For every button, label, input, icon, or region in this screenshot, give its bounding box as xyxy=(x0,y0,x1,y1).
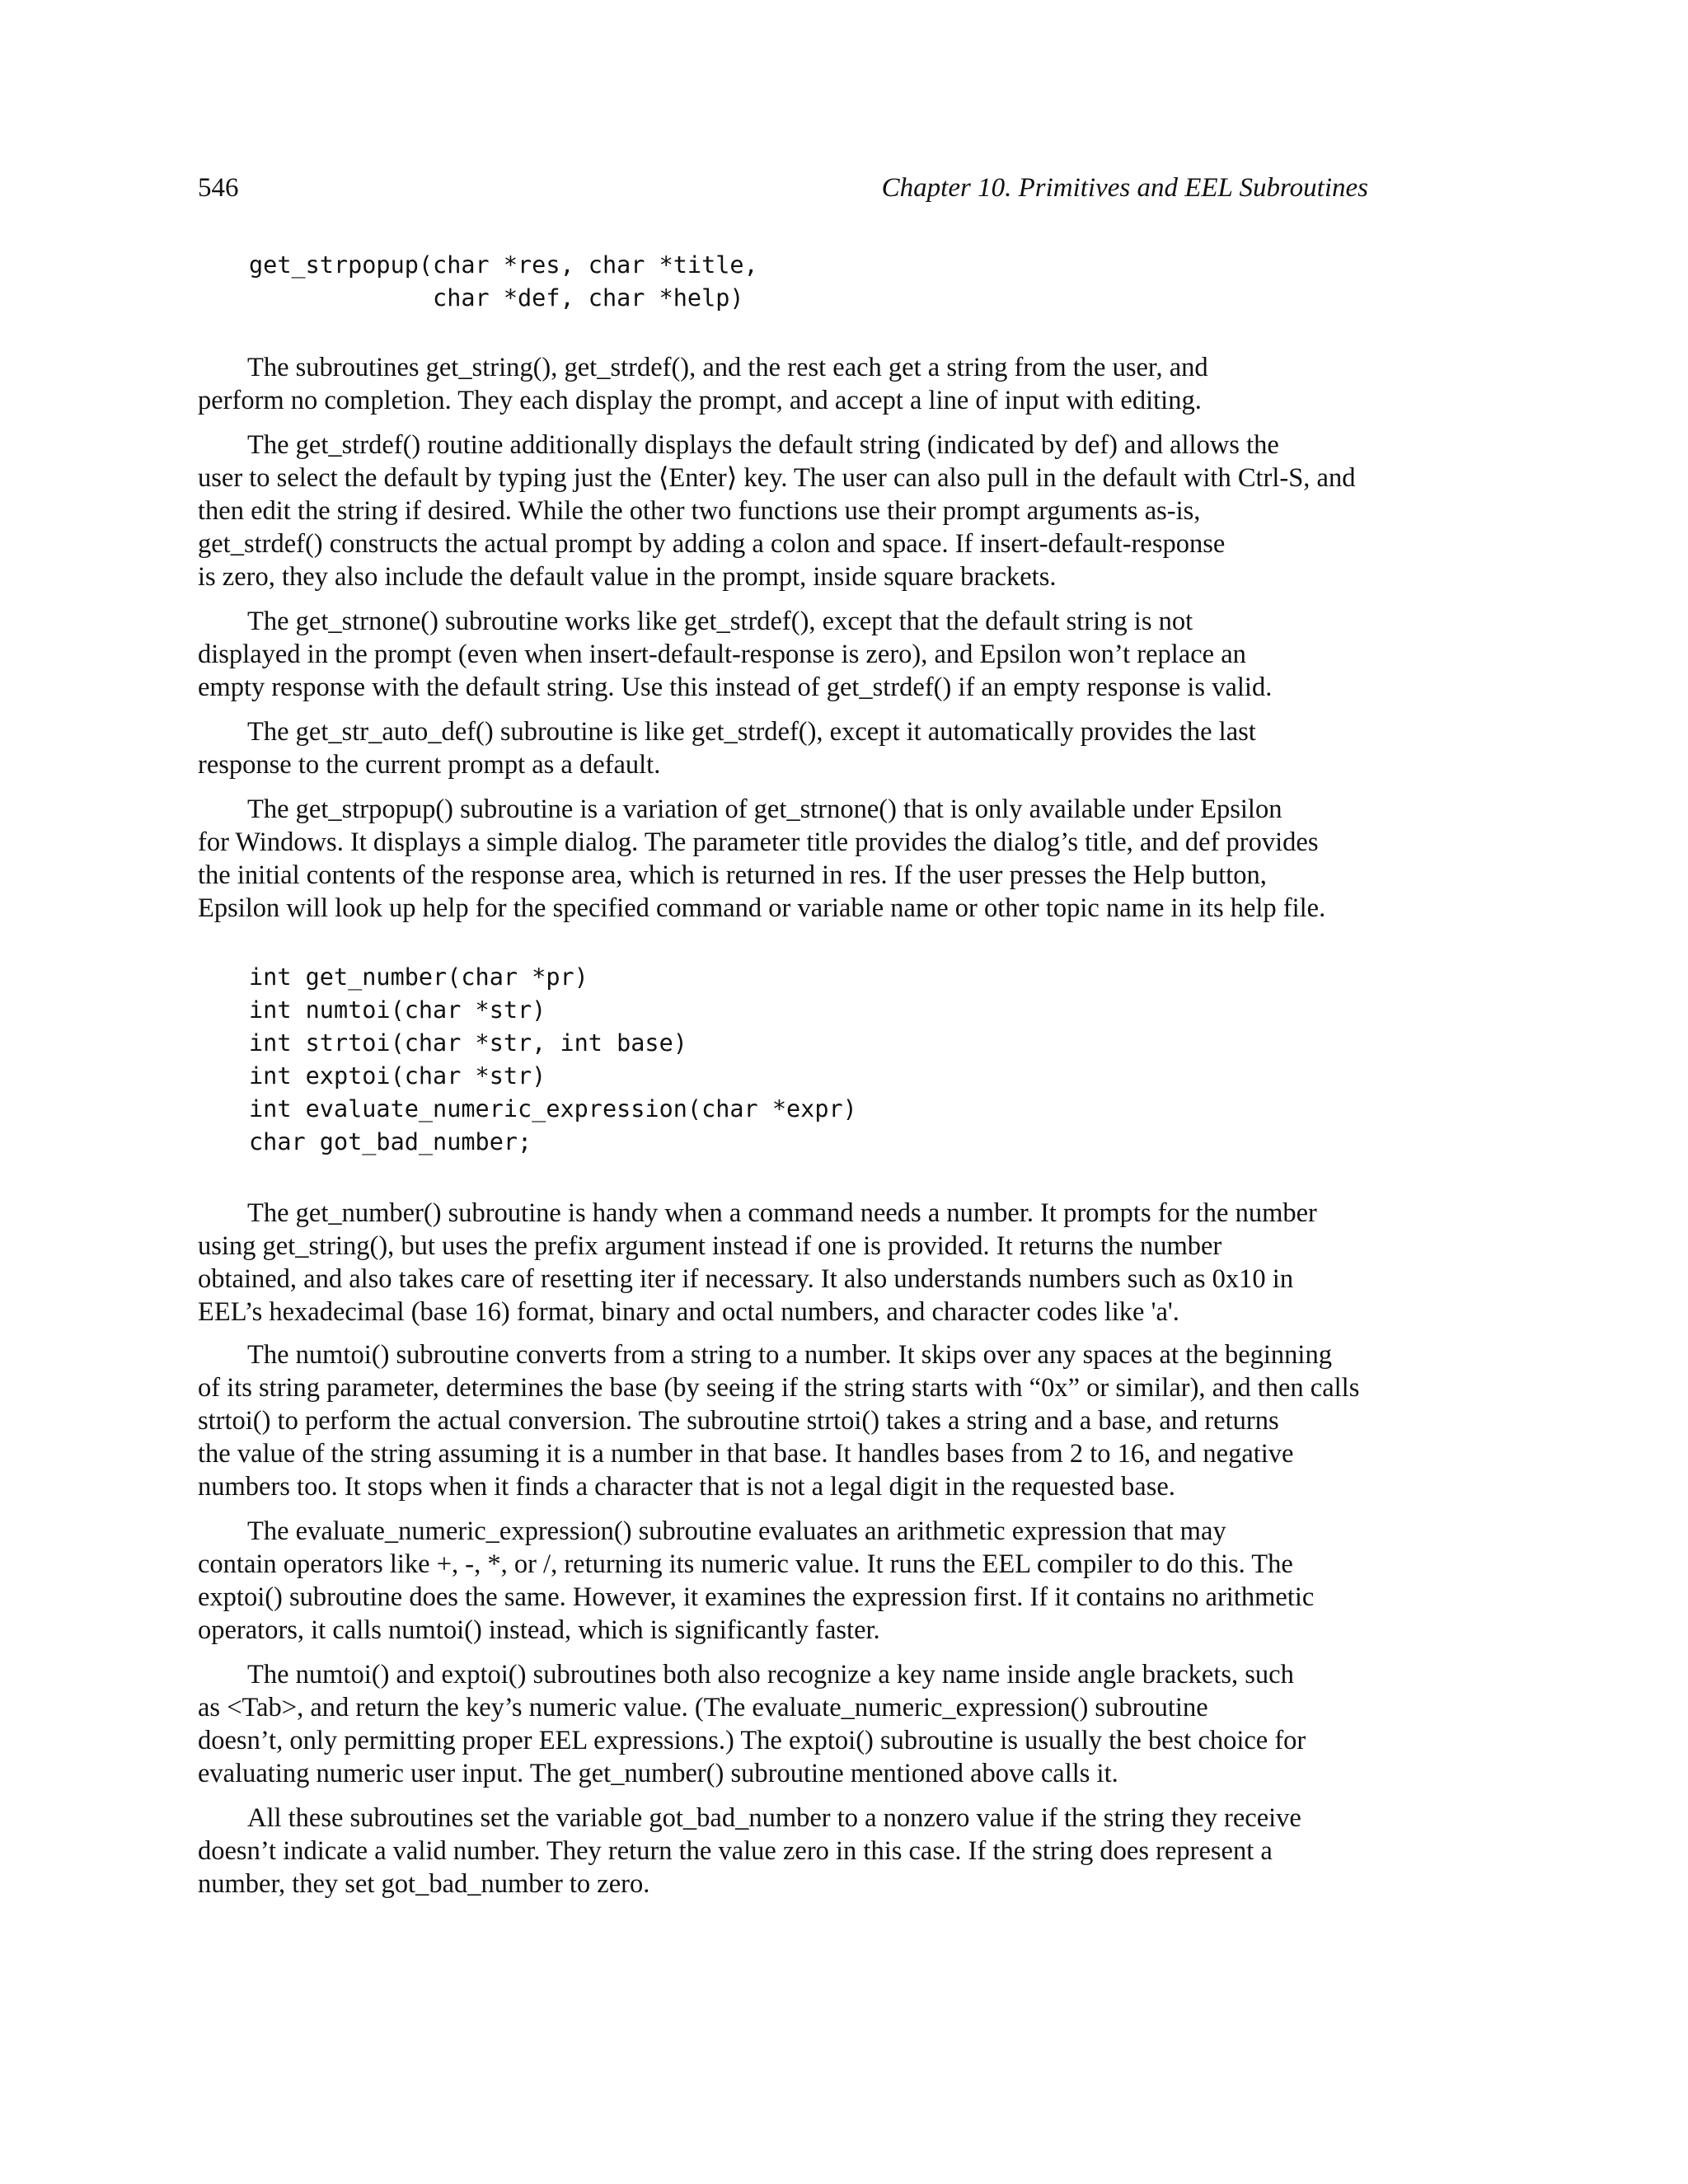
paragraph-get-strdef xyxy=(198,429,1368,593)
paragraph-got-bad-number xyxy=(198,1802,1368,1900)
text-line: The numtoi() and exptoi() subroutines both also recognize a key name inside angle brackets, such xyxy=(247,1660,1294,1690)
code-line: get_strpopup(char *res, char *title, xyxy=(249,251,758,279)
paragraph-get-strnone xyxy=(198,605,1368,704)
chapter-title: Chapter 10. Primitives and EEL Subroutines xyxy=(881,173,1368,203)
code-line: char got_bad_number; xyxy=(249,1128,532,1155)
text-line: displayed in the prompt (even when insert-default-response is zero), and Epsilon won’t replace an xyxy=(198,640,1246,669)
text-line: The numtoi() subroutine converts from a string to a number. It skips over any spaces at the beginning xyxy=(247,1340,1332,1370)
text-line: get_strdef() constructs the actual prompt by adding a colon and space. If insert-default-response xyxy=(198,529,1226,559)
text-line: doesn’t, only permitting proper EEL expressions.) The exptoi() subroutine is usually the best choice for xyxy=(198,1726,1306,1755)
page-number: 546 xyxy=(198,173,239,203)
text-line: as <Tab>, and return the key’s numeric value. (The evaluate_numeric_expression() subroutine xyxy=(198,1693,1208,1722)
text-line: The subroutines get_string(), get_strdef(), and the rest each get a string from the user, and xyxy=(247,353,1208,382)
code-line: int evaluate_numeric_expression(char *expr) xyxy=(249,1095,857,1122)
text-line: The get_number() subroutine is handy when a command needs a number. It prompts for the number xyxy=(247,1198,1317,1228)
text-line: The get_strnone() subroutine works like get_strdef(), except that the default string is not xyxy=(247,607,1193,636)
text-line: the initial contents of the response area, which is returned in res. If the user presses the Help button, xyxy=(198,860,1267,890)
text-line: exptoi() subroutine does the same. However, it examines the expression first. If it contains no arithmetic xyxy=(198,1582,1315,1612)
text-line: The evaluate_numeric_expression() subroutine evaluates an arithmetic expression that may xyxy=(247,1516,1226,1546)
text-line: response to the current prompt as a default. xyxy=(198,750,661,780)
text-line: All these subroutines set the variable got_bad_number to a nonzero value if the string they receive xyxy=(247,1803,1301,1833)
text-line: doesn’t indicate a valid number. They return the value zero in this case. If the string does represent a xyxy=(198,1836,1273,1866)
text-line: for Windows. It displays a simple dialog. The parameter title provides the dialog’s title, and def provides xyxy=(198,827,1319,857)
code-line: int get_number(char *pr) xyxy=(249,963,588,991)
text-line: numbers too. It stops when it finds a character that is not a legal digit in the requested base. xyxy=(198,1472,1175,1502)
paragraph-get-string xyxy=(198,351,1368,417)
paragraph-get-strpopup xyxy=(198,793,1368,925)
text-line: EEL’s hexadecimal (base 16) format, binary and octal numbers, and character codes like 'a'. xyxy=(198,1297,1179,1327)
code-line: char *def, char *help) xyxy=(249,284,744,312)
text-line: perform no completion. They each display the prompt, and accept a line of input with editing. xyxy=(198,386,1202,415)
text-line: contain operators like +, -, *, or /, returning its numeric value. It runs the EEL compiler to do this. The xyxy=(198,1549,1293,1579)
text-line: user to select the default by typing just the ⟨Enter⟩ key. The user can also pull in the default with Ctrl-S, and xyxy=(198,463,1356,493)
text-line: The get_str_auto_def() subroutine is like get_strdef(), except it automatically provides the last xyxy=(247,717,1256,747)
running-header xyxy=(198,170,1368,206)
code-block-number-functions xyxy=(249,961,857,1159)
text-line: The get_strdef() routine additionally displays the default string (indicated by def) and allows the xyxy=(247,430,1279,460)
text-line: Epsilon will look up help for the specified command or variable name or other topic name in its help file. xyxy=(198,893,1326,923)
text-line: of its string parameter, determines the base (by seeing if the string starts with “0x” or similar), and then calls xyxy=(198,1373,1360,1403)
paragraph-get-str-auto-def xyxy=(198,715,1368,781)
text-line: obtained, and also takes care of resetting iter if necessary. It also understands numbers such as 0x10 in xyxy=(198,1264,1294,1294)
code-line: int strtoi(char *str, int base) xyxy=(249,1029,687,1057)
text-line: number, they set got_bad_number to zero. xyxy=(198,1869,650,1899)
paragraph-get-number xyxy=(198,1197,1368,1329)
code-line: int numtoi(char *str) xyxy=(249,996,546,1024)
code-line: int exptoi(char *str) xyxy=(249,1062,546,1090)
code-block-get-strpopup xyxy=(249,249,758,315)
text-line: is zero, they also include the default value in the prompt, inside square brackets. xyxy=(198,562,1057,592)
text-line: then edit the string if desired. While the other two functions use their prompt arguments as-is, xyxy=(198,496,1201,526)
text-line: using get_string(), but uses the prefix argument instead if one is provided. It returns the number xyxy=(198,1231,1222,1261)
text-line: strtoi() to perform the actual conversion. The subroutine strtoi() takes a string and a base, and returns xyxy=(198,1406,1279,1436)
text-line: evaluating numeric user input. The get_number() subroutine mentioned above calls it. xyxy=(198,1759,1118,1788)
paragraph-evaluate-numeric-expression xyxy=(198,1515,1368,1647)
text-line: empty response with the default string. Use this instead of get_strdef() if an empty response is valid. xyxy=(198,673,1273,702)
paragraph-numtoi xyxy=(198,1338,1368,1503)
text-line: the value of the string assuming it is a number in that base. It handles bases from 2 to 16, and negative xyxy=(198,1439,1294,1469)
paragraph-key-names xyxy=(198,1658,1368,1790)
text-line: The get_strpopup() subroutine is a variation of get_strnone() that is only available under Epsilon xyxy=(247,794,1282,824)
text-line: operators, it calls numtoi() instead, which is significantly faster. xyxy=(198,1615,880,1645)
